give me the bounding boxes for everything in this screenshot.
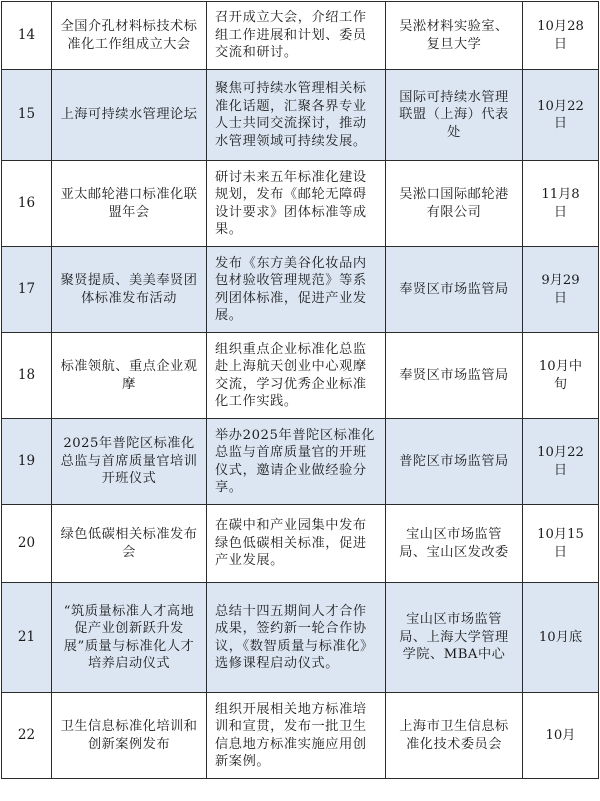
activity-table xyxy=(1,1,599,779)
table-row xyxy=(2,70,599,161)
row-number: 22 xyxy=(2,693,52,779)
row-number: 14 xyxy=(2,2,52,70)
row-number: 20 xyxy=(2,505,52,583)
row-number: 21 xyxy=(2,583,52,693)
activity-name: 亚太邮轮港口标准化联盟年会 xyxy=(52,161,207,247)
table-row xyxy=(2,505,599,583)
activity-content: 召开成立大会，介绍工作组工作进展和计划、委员交流和研讨。 xyxy=(207,2,386,70)
organizer: 普陀区市场监管局 xyxy=(386,419,523,505)
activity-date: 10月中旬 xyxy=(523,333,599,419)
table-row xyxy=(2,161,599,247)
organizer: 吴淞材料实验室、复旦大学 xyxy=(386,2,523,70)
activity-name: 聚贤提质、美美奉贤团体标准发布活动 xyxy=(52,247,207,333)
activity-name: 标准领航、重点企业观摩 xyxy=(52,333,207,419)
organizer: 吴淞口国际邮轮港有限公司 xyxy=(386,161,523,247)
activity-content: 组织开展相关地方标准培训和宣贯，发布一批卫生信息地方标准实施应用创新案例。 xyxy=(207,693,386,779)
activity-date: 10月22日 xyxy=(523,70,599,161)
activity-content: 在碳中和产业园集中发布绿色低碳相关标准，促进产业发展。 xyxy=(207,505,386,583)
activity-date: 10月22日 xyxy=(523,419,599,505)
activity-name: 绿色低碳相关标准发布会 xyxy=(52,505,207,583)
activity-content: 举办2025年普陀区标准化总监与首席质量官的开班仪式，邀请企业做经验分享。 xyxy=(207,419,386,505)
activity-date: 10月底 xyxy=(523,583,599,693)
row-number: 19 xyxy=(2,419,52,505)
activity-content: 研讨未来五年标准化建设规划，发布《邮轮无障碍设计要求》团体标准等成果。 xyxy=(207,161,386,247)
activity-date: 10月28日 xyxy=(523,2,599,70)
row-number: 16 xyxy=(2,161,52,247)
activity-name: 2025年普陀区标准化总监与首席质量官培训开班仪式 xyxy=(52,419,207,505)
activity-content: 总结十四五期间人才合作成果，签约新一轮合作协议，《数智质量与标准化》选修课程启动仪式。 xyxy=(207,583,386,693)
activity-date: 11月8日 xyxy=(523,161,599,247)
table-row xyxy=(2,419,599,505)
organizer: 奉贤区市场监管局 xyxy=(386,247,523,333)
organizer: 奉贤区市场监管局 xyxy=(386,333,523,419)
activity-name: “筑质量标准人才高地 促产业创新跃升发展”质量与标准化人才培养启动仪式 xyxy=(52,583,207,693)
activity-name: 卫生信息标准化培训和创新案例发布 xyxy=(52,693,207,779)
table-row xyxy=(2,333,599,419)
activity-date: 9月29日 xyxy=(523,247,599,333)
activity-date: 10月15日 xyxy=(523,505,599,583)
activity-name: 上海可持续水管理论坛 xyxy=(52,70,207,161)
organizer: 上海市卫生信息标准化技术委员会 xyxy=(386,693,523,779)
table-row xyxy=(2,247,599,333)
activity-name: 全国介孔材料标技术标准化工作组成立大会 xyxy=(52,2,207,70)
activity-content: 组织重点企业标准化总监赴上海航天创业中心观摩交流，学习优秀企业标准化工作实践。 xyxy=(207,333,386,419)
activity-content: 发布《东方美谷化妆品内包材验收管理规范》等系列团体标准，促进产业发展。 xyxy=(207,247,386,333)
table-row xyxy=(2,2,599,70)
row-number: 18 xyxy=(2,333,52,419)
table-row xyxy=(2,583,599,693)
row-number: 15 xyxy=(2,70,52,161)
organizer: 宝山区市场监管局、宝山区发改委 xyxy=(386,505,523,583)
activity-content: 聚焦可持续水管理相关标准化话题，汇聚各界专业人士共同交流探讨，推动水管理领域可持续发展。 xyxy=(207,70,386,161)
row-number: 17 xyxy=(2,247,52,333)
activity-date: 10月 xyxy=(523,693,599,779)
organizer: 宝山区市场监管局、上海大学管理学院、MBA中心 xyxy=(386,583,523,693)
organizer: 国际可持续水管理联盟（上海）代表处 xyxy=(386,70,523,161)
table-row xyxy=(2,693,599,779)
